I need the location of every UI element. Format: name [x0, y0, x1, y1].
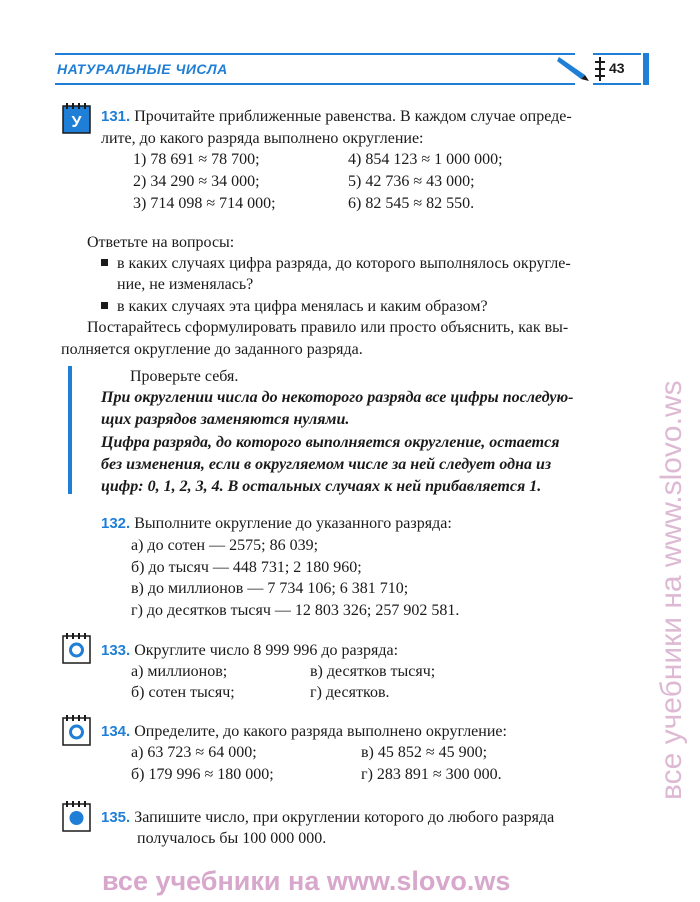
problem-131-text-l2: лите, до какого разряда выполнено округление: [101, 130, 424, 147]
problem-131-text-l1: Прочитайте приближенные равенства. В каждом случае опреде- [134, 108, 572, 125]
page-header [55, 53, 648, 83]
list-item: б) до тысяч — 448 731; 2 180 960; [131, 559, 362, 576]
list-item: г) десятков. [310, 684, 390, 701]
rule-2-l2: без изменения, если в округляемом числе за ней следует одна из [101, 456, 552, 473]
rule-2-l1: Цифра разряда, до которого выполняется округление, остается [101, 434, 560, 451]
question-1-l2: ние, не изменялась? [117, 276, 254, 293]
pen-icon [555, 53, 591, 83]
list-item: 1) 78 691 ≈ 78 700; [133, 151, 260, 168]
list-item: в) 45 852 ≈ 45 900; [361, 744, 488, 761]
list-item: 4) 854 123 ≈ 1 000 000; [348, 151, 503, 168]
problem-135-text-l1: Запишите число, при округлении которого до любого разряда [134, 809, 555, 826]
watermark-bottom: все учебники на www.slovo.ws [102, 866, 511, 896]
list-item: 2) 34 290 ≈ 34 000; [133, 173, 260, 190]
answer-intro: Ответьте на вопросы: [87, 234, 235, 251]
problem-133-number: 133. [101, 642, 131, 659]
spiral-icon [593, 57, 607, 81]
rule-box-title: Проверьте себя. [130, 368, 239, 385]
bullet-icon [101, 302, 108, 309]
list-item: г) 283 891 ≈ 300 000. [361, 766, 502, 783]
chapter-title: НАТУРАЛЬНЫЕ ЧИСЛА [57, 61, 228, 77]
rule-1-l1: При округлении числа до некоторого разряда все цифры последую- [101, 389, 574, 406]
problem-135-text-l2: получалось бы 100 000 000. [137, 830, 327, 847]
problem-132-number: 132. [101, 515, 131, 532]
notebook-filled-circle-icon [62, 800, 92, 832]
problem-134-number: 134. [101, 723, 131, 740]
list-item: б) сотен тысяч; [131, 684, 235, 701]
problem-133-text: Округлите число 8 999 996 до разряда: [134, 642, 399, 659]
notebook-icon-letter-u [62, 102, 92, 134]
instruction-para-l1: Постарайтесь сформулировать правило или просто объяснить, как вы- [87, 319, 569, 336]
problem-131-number: 131. [101, 108, 131, 125]
instruction-para-l2: полняется округление до заданного разряда. [61, 341, 363, 358]
notebook-circle-icon [62, 714, 92, 746]
rule-box-bar [68, 366, 72, 494]
rule-2-l3: цифр: 0, 1, 2, 3, 4. В остальных случаях к ней прибавляется 1. [101, 478, 542, 495]
list-item: 3) 714 098 ≈ 714 000; [133, 195, 276, 212]
list-item: 6) 82 545 ≈ 82 550. [348, 195, 475, 212]
svg-text:У: У [71, 114, 82, 131]
list-item: а) миллионов; [131, 663, 228, 680]
header-bar [55, 53, 575, 85]
list-item: а) 63 723 ≈ 64 000; [131, 744, 257, 761]
header-side-bar [643, 53, 649, 85]
bullet-icon [101, 259, 108, 266]
list-item: 5) 42 736 ≈ 43 000; [348, 173, 475, 190]
list-item: г) до десятков тысяч — 12 803 326; 257 902 581. [131, 602, 460, 619]
list-item: а) до сотен — 2575; 86 039; [131, 537, 319, 554]
page-number-box [593, 53, 641, 85]
rule-1-l2: щих разрядов заменяются нулями. [101, 411, 350, 428]
question-1-l1: в каких случаях цифра разряда, до которого выполнялось округле- [101, 255, 571, 273]
list-item: в) десятков тысяч; [310, 663, 436, 680]
watermark-side: все учебники на www.slovo.ws [655, 380, 688, 800]
question-2: в каких случаях эта цифра менялась и каким образом? [101, 298, 488, 316]
problem-134-text: Определите, до какого разряда выполнено округление: [134, 723, 507, 740]
notebook-circle-icon [62, 632, 92, 664]
problem-135-number: 135. [101, 809, 131, 826]
list-item: в) до миллионов — 7 734 106; 6 381 710; [131, 580, 409, 597]
page-number: 43 [609, 60, 625, 76]
list-item: б) 179 996 ≈ 180 000; [131, 766, 274, 783]
problem-132-text: Выполните округление до указанного разряда: [134, 515, 452, 532]
